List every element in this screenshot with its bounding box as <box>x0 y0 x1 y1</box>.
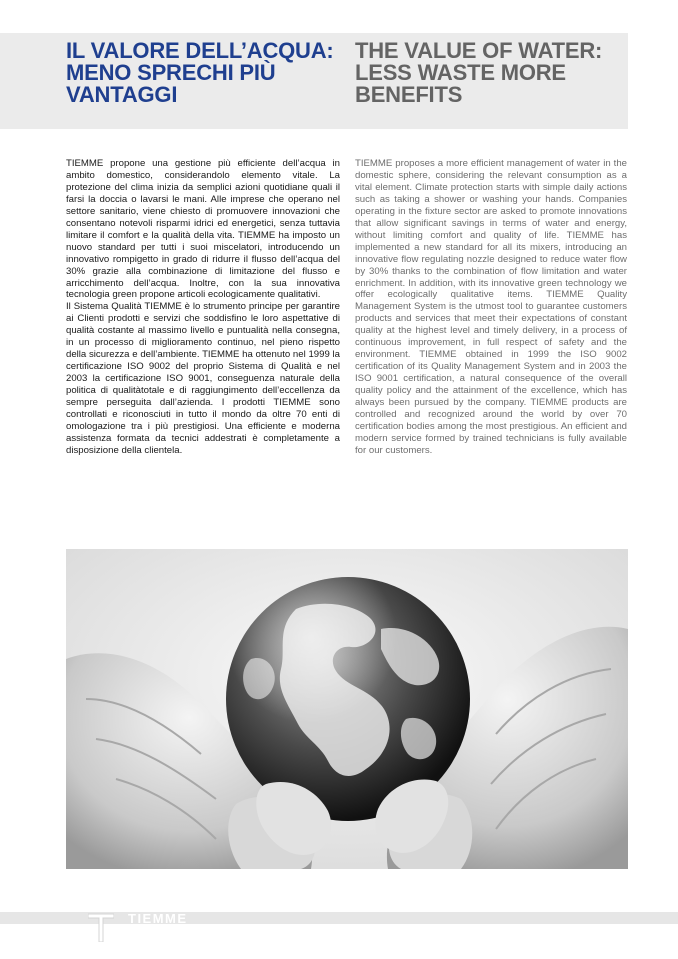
body-english-paragraph-1: TIEMME proposes a more efficient management of water in the domestic sphere, considering the relevant consumption as a vital element. Climate protection starts with simple daily actions such as taking a shower or washing your hands. Companies operating in the fixture sector are asked to promote innovations that allow significant savings in terms of water and energy, without limiting comfort and quality of life. TIEMME has implemented a new standard for all its mixers, introducing an innovative flow regulating nozzle designed to reduce water flow by 30% thanks to the combination of flow limitation and water enrichment. In addition, with its innovative green technology we offer ecologically qualitative items. TIEMME Quality Management System is the utmost tool to guarantee customers products and services that meet their expectations of constant quality at the highest level and timely delivery, in a process of continuous improvement, in full respect of safety and the environment. TIEMME obtained in 1999 the ISO 9002 certification of its Quality Management System and in 2003 the ISO 9001 certification, a natural consequence of the overall quality policy and the attainment of the excellence, which has always been pursued by the company. TIEMME products are controlled and recognized around the world by over 70 certification bodies among the most prestigious. An efficient and modern service formed by trained technicians is fully available for our customers. <box>355 158 627 456</box>
body-italian <box>66 158 340 457</box>
footer-brand: TIEMME <box>128 911 188 926</box>
tiemme-logo-icon <box>88 908 114 942</box>
hands-holding-globe-photo <box>66 549 628 869</box>
title-italian: IL VALORE DELL’ACQUA: MENO SPRECHI PIÙ VANTAGGI <box>66 38 334 107</box>
body-italian-paragraph-2: Il Sistema Qualità TIEMME è lo strumento principe per garantire ai Clienti prodotti e servizi che soddisfino le loro aspettative di qualità costante al massimo livello e puntualità nella consegna, in un processo di miglioramento continuo, nel pieno rispetto della sicurezza e dell’ambiente. TIEMME ha ottenuto nel 1999 la certificazione ISO 9002 del proprio Sistema di Qualità e nel 2003 la certificazione ISO 9001, conseguenza naturale della politica di qualitàtotale e di raggiungimento dell’eccellenza da sempre perseguita dall’azienda. I prodotti TIEMME sono controllati e riconosciuti in tutto il mondo da oltre 70 enti di omologazione tra i più prestigiosi. Una efficiente e moderna assistenza formata da tecnici addestrati è completamente a disposizione della clientela. <box>66 301 340 456</box>
body-italian-paragraph-1: TIEMME propone una gestione più efficiente dell’acqua in ambito domestico, considerandolo elemento vitale. La protezione del clima inizia da semplici azioni quotidiane quali il farsi la doccia o lavarsi le mani. Alle imprese che operano nel settore sanitario, viene chiesto di promuovere innovazioni che consentano notevoli risparmi idrici ed energetici, senza tuttavia limitare il comfort e la qualità della vita. TIEMME ha imposto un nuovo standard per tutti i suoi miscelatori, introducendo un innovativo rompigetto in grado di ridurre il flusso dell’acqua del 30% grazie alla combinazione di limitazione del flusso e arricchimento dell’acqua. Inoltre, con la sua innovativa tecnologia green propone articoli ecologicamente qualitativi. <box>66 158 340 301</box>
title-english: THE VALUE OF WATER: LESS WASTE MORE BENEFITS <box>355 38 603 107</box>
body-english <box>355 158 627 457</box>
footer-logo <box>88 908 208 942</box>
